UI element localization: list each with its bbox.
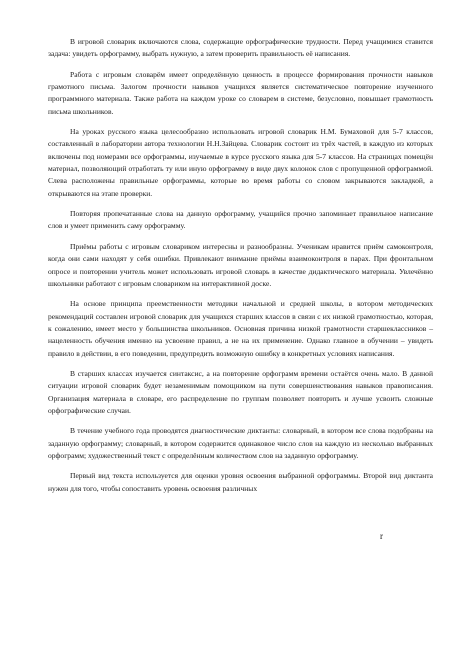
paragraph-2: Работа с игровым словарём имеет определённую ценность в процессе формирования прочности навыков грамотного письма. Залогом прочности навыков учащихся является систематическое повторение изученного программного материала. Также работа на каждом уроке со словарем в системе, безусловно, повышает грамотность письма школьников.: [48, 69, 433, 116]
paragraph-7: В старших классах изучается синтаксис, а на повторение орфограмм времени остаётся очень мало. В данной ситуации игровой словарик будет незаменимым помощником на пути совершенствования навыков правописания. Организация материала в словаре, его распределение по группам позволяет повторить и лучше усвоить сложные орфографические случаи.: [48, 368, 433, 415]
paragraph-1: В игровой словарик включаются слова, содержащие орфографические трудности. Перед учащимися ставится задача: увидеть орфограмму, выбрать нужную, а затем проверить правильность её написания.: [48, 37, 433, 59]
document-page: [48, 36, 433, 495]
paragraph-9: Первый вид текста используется для оценки уровня освоения выбранной орфограммы. Второй вид диктанта нужен для того, чтобы сопоставить уровень освоения различных: [48, 471, 433, 493]
paragraph-5: Приёмы работы с игровым словариком интересны и разнообразны. Ученикам нравится приём самоконтроля, когда они сами находят у себя ошибки. Привлекают внимание приёмы взаимоконтроля в парах. При фронтальном опросе и повторении учитель может использовать игровой словарь в качестве дидактического материала. Увлечённо школьники работают с игровым словариком на интерактивной доске.: [48, 241, 433, 288]
paragraph-8: В течение учебного года проводятся диагностические диктанты: словарный, в котором все слова подобраны на заданную орфограмму; словарный, в котором содержится одинаковое число слов на каждую из несколько выбранных орфограмм; художественный текст с определённым количеством слов на заданную орфограмму.: [48, 426, 433, 460]
paragraph-6: На основе принципа преемственности методики начальной и средней школы, в котором методических рекомендаций составлен игровой словарик для учащихся старших классов в связи с их низкой грамотностью, которая, к сожалению, имеет место у большинства школьников. Основная причина низкой грамотности старшеклассников – нацеленность обучения именно на усвоение правил, а не на их применение. Однако главное в обучении – увидеть правило в действии, в его поведении, предупредить возможную ошибку в конкретных условиях написания.: [48, 299, 433, 358]
paragraph-3: На уроках русского языка целесообразно использовать игровой словарик Н.М. Бумаховой для 5-7 классов, составленный в лаборатории автора технологии Н.Н.Зайцева. Словарик состоит из трёх частей, в каждую из которых включены под номерами все орфограммы, изучаемые в курсе русского языка для 5-7 классов. На страницах помещён материал, позволяющий отработать ту или иную орфограмму в виде двух колонок слов с пропущенной орфограммой. Слева расположены правильные орфограммы, которые во время работы со словом закрываются закладкой, а открываются на этапе проверки.: [48, 127, 433, 198]
paragraph-4: Повторяя пропечатанные слова на данную орфограмму, учащийся прочно запоминает правильное написание слов и умеет применить саму орфограмму.: [48, 209, 433, 231]
margin-mark: r: [380, 531, 383, 541]
